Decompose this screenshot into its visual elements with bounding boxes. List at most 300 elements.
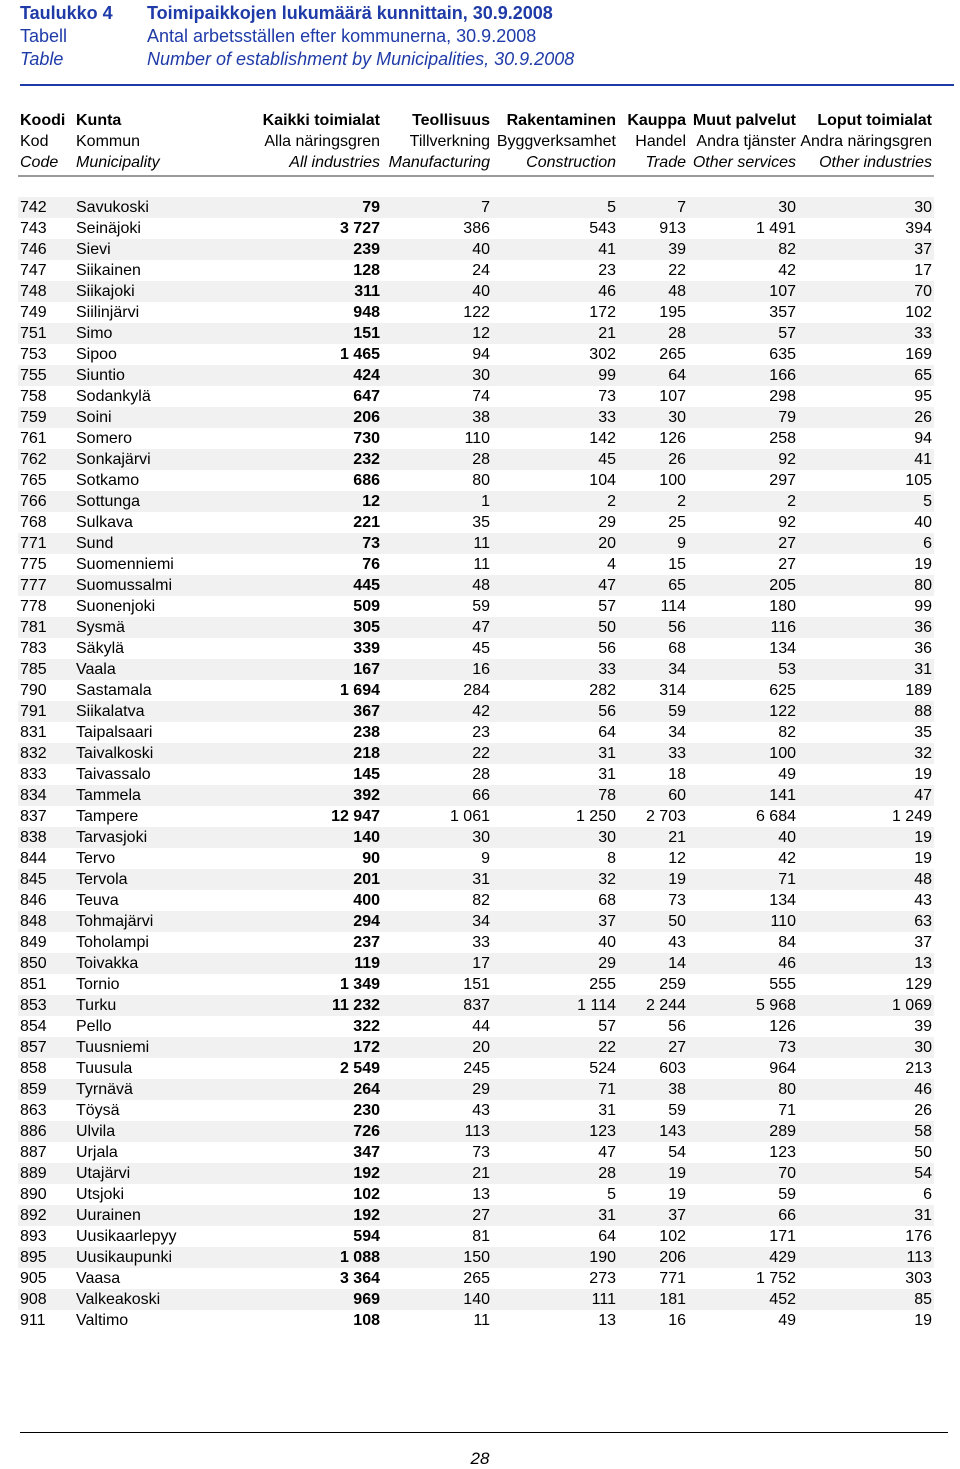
cell-all-industries: 392 xyxy=(254,785,382,806)
cell-construction: 28 xyxy=(492,1163,618,1184)
cell-code: 781 xyxy=(18,617,74,638)
cell-manufacturing: 21 xyxy=(382,1163,492,1184)
cell-other-services: 289 xyxy=(688,1121,798,1142)
cell-construction: 4 xyxy=(607,556,616,573)
cell-other-industries: 80 xyxy=(798,575,934,596)
cell-trade: 102 xyxy=(659,1228,686,1245)
cell-trade: 114 xyxy=(660,598,686,615)
table-row xyxy=(18,1100,934,1121)
cell-other-industries: 129 xyxy=(905,976,932,993)
cell-other-services: 27 xyxy=(778,556,796,573)
cell-other-services: 71 xyxy=(688,869,798,890)
cell-all-industries: 322 xyxy=(353,1018,380,1035)
cell-all-industries: 79 xyxy=(254,197,382,218)
col-code-sv: Kod xyxy=(20,133,49,150)
cell-other-services: 116 xyxy=(688,617,798,638)
cell-construction: 31 xyxy=(492,743,618,764)
cell-code: 889 xyxy=(18,1163,74,1184)
cell-trade: 9 xyxy=(618,533,688,554)
cell-all-industries: 232 xyxy=(254,449,382,470)
title-en xyxy=(20,48,950,71)
table-row xyxy=(18,617,934,638)
table-row xyxy=(18,1142,934,1163)
cell-code: 859 xyxy=(18,1079,74,1100)
col-manufacturing-fi: Teollisuus xyxy=(412,112,490,129)
title-fi xyxy=(20,2,950,25)
cell-all-industries: 347 xyxy=(353,1144,380,1161)
cell-other-industries: 58 xyxy=(798,1121,934,1142)
cell-other-industries: 33 xyxy=(798,323,934,344)
title-en-text: Number of establishment by Municipalities, 30.9.2008 xyxy=(147,49,575,69)
table-row xyxy=(18,932,934,953)
cell-other-services: 73 xyxy=(688,1037,798,1058)
cell-construction: 71 xyxy=(492,1079,618,1100)
cell-construction: 40 xyxy=(598,934,616,951)
cell-other-industries: 6 xyxy=(923,1186,932,1203)
cell-manufacturing: 284 xyxy=(463,682,490,699)
cell-municipality: Sipoo xyxy=(76,346,117,363)
cell-trade: 27 xyxy=(618,1037,688,1058)
cell-construction: 13 xyxy=(598,1312,616,1329)
cell-construction: 32 xyxy=(492,869,618,890)
cell-other-services: 6 684 xyxy=(755,808,796,825)
cell-all-industries: 730 xyxy=(353,430,380,447)
cell-municipality: Sastamala xyxy=(76,682,152,699)
cell-all-industries: 119 xyxy=(254,953,382,974)
col-municipality-sv: Kommun xyxy=(76,133,141,150)
cell-other-industries: 47 xyxy=(798,785,934,806)
cell-code: 853 xyxy=(18,995,74,1016)
cell-construction: 8 xyxy=(607,850,616,867)
col-trade-sv: Handel xyxy=(635,133,686,150)
cell-construction: 29 xyxy=(492,953,618,974)
table-row xyxy=(18,1184,934,1205)
cell-municipality: Taivassalo xyxy=(76,766,151,783)
cell-municipality: Sotkamo xyxy=(76,472,140,489)
cell-other-services: 205 xyxy=(688,575,798,596)
cell-manufacturing: 30 xyxy=(382,365,492,386)
cell-municipality: Soini xyxy=(74,407,254,428)
cell-construction: 1 250 xyxy=(575,808,616,825)
cell-all-industries: 726 xyxy=(254,1121,382,1142)
table-row xyxy=(18,218,934,239)
cell-all-industries: 167 xyxy=(254,659,382,680)
cell-other-services: 80 xyxy=(688,1079,798,1100)
cell-trade: 259 xyxy=(659,976,686,993)
table-row xyxy=(18,1205,934,1226)
cell-all-industries: 294 xyxy=(254,911,382,932)
cell-manufacturing: 80 xyxy=(472,472,490,489)
cell-other-services: 84 xyxy=(778,934,796,951)
cell-municipality: Turku xyxy=(74,995,254,1016)
cell-other-industries: 26 xyxy=(798,407,934,428)
cell-other-services: 82 xyxy=(688,239,798,260)
cell-municipality: Tampere xyxy=(76,808,139,825)
table-row xyxy=(18,323,934,344)
cell-construction: 99 xyxy=(492,365,618,386)
cell-municipality: Vaasa xyxy=(76,1270,121,1287)
cell-construction: 23 xyxy=(598,262,616,279)
cell-construction: 33 xyxy=(492,407,618,428)
cell-code: 831 xyxy=(20,724,47,741)
cell-construction: 5 xyxy=(492,197,618,218)
cell-construction: 190 xyxy=(492,1247,618,1268)
cell-manufacturing: 245 xyxy=(463,1060,490,1077)
cell-other-industries: 19 xyxy=(914,850,932,867)
cell-code: 761 xyxy=(20,430,47,447)
cell-trade: 65 xyxy=(618,575,688,596)
cell-other-industries: 105 xyxy=(905,472,932,489)
cell-manufacturing: 38 xyxy=(382,407,492,428)
cell-other-industries: 113 xyxy=(798,1247,934,1268)
cell-all-industries: 3 727 xyxy=(339,220,380,237)
cell-municipality: Tervo xyxy=(76,850,116,867)
cell-other-services: 126 xyxy=(769,1018,796,1035)
cell-construction: 68 xyxy=(598,892,616,909)
establishments-table xyxy=(18,110,934,1331)
cell-municipality: Tarvasjoki xyxy=(74,827,254,848)
table-row xyxy=(18,197,934,218)
cell-code: 758 xyxy=(20,388,47,405)
cell-trade: 25 xyxy=(668,514,686,531)
cell-manufacturing: 1 061 xyxy=(449,808,490,825)
cell-other-industries: 54 xyxy=(798,1163,934,1184)
cell-code: 778 xyxy=(20,598,47,615)
cell-trade: 913 xyxy=(659,220,686,237)
cell-trade: 19 xyxy=(668,1186,686,1203)
cell-other-industries: 39 xyxy=(914,1018,932,1035)
table-row xyxy=(18,995,934,1016)
cell-municipality: Somero xyxy=(76,430,133,447)
cell-all-industries: 140 xyxy=(254,827,382,848)
cell-manufacturing: 28 xyxy=(472,766,490,783)
table-row xyxy=(18,827,934,848)
cell-code: 893 xyxy=(20,1228,47,1245)
cell-other-services: 49 xyxy=(778,766,796,783)
cell-other-services: 258 xyxy=(769,430,796,447)
cell-manufacturing: 82 xyxy=(472,892,490,909)
cell-code: 777 xyxy=(18,575,74,596)
cell-trade: 56 xyxy=(668,1018,686,1035)
cell-construction: 47 xyxy=(492,575,618,596)
cell-trade: 33 xyxy=(618,743,688,764)
cell-trade: 100 xyxy=(659,472,686,489)
col-trade-en: Trade xyxy=(618,152,688,176)
cell-all-industries: 1 088 xyxy=(254,1247,382,1268)
cell-manufacturing: 386 xyxy=(463,220,490,237)
cell-municipality: Valkeakoski xyxy=(74,1289,254,1310)
cell-other-industries: 169 xyxy=(905,346,932,363)
cell-code: 771 xyxy=(18,533,74,554)
cell-manufacturing: 151 xyxy=(463,976,490,993)
cell-other-industries: 36 xyxy=(798,617,934,638)
cell-all-industries: 1 694 xyxy=(339,682,380,699)
cell-other-services: 171 xyxy=(769,1228,796,1245)
cell-municipality: Siuntio xyxy=(74,365,254,386)
col-all-sv: Alla näringsgren xyxy=(264,133,380,150)
cell-construction: 543 xyxy=(589,220,616,237)
cell-code: 857 xyxy=(18,1037,74,1058)
table-row xyxy=(18,659,934,680)
cell-other-services: 555 xyxy=(769,976,796,993)
cell-other-services: 2 xyxy=(688,491,798,512)
cell-manufacturing: 110 xyxy=(464,430,490,447)
cell-code: 833 xyxy=(20,766,47,783)
cell-all-industries: 305 xyxy=(254,617,382,638)
table-row xyxy=(18,764,934,785)
cell-municipality: Siilinjärvi xyxy=(76,304,140,321)
cell-other-services: 1 491 xyxy=(755,220,796,237)
cell-construction: 30 xyxy=(492,827,618,848)
cell-other-services: 30 xyxy=(688,197,798,218)
cell-other-industries: 189 xyxy=(905,682,932,699)
cell-other-industries: 26 xyxy=(914,1102,932,1119)
cell-manufacturing: 13 xyxy=(472,1186,490,1203)
table-header xyxy=(18,110,934,176)
cell-all-industries: 445 xyxy=(254,575,382,596)
cell-other-industries: 1 069 xyxy=(798,995,934,1016)
cell-other-industries: 43 xyxy=(914,892,932,909)
cell-all-industries: 102 xyxy=(353,1186,380,1203)
cell-other-industries: 1 249 xyxy=(891,808,932,825)
table-row xyxy=(18,680,934,701)
cell-manufacturing: 11 xyxy=(473,1312,490,1329)
page-number: 28 xyxy=(470,1449,490,1468)
cell-all-industries: 76 xyxy=(362,556,380,573)
cell-municipality: Valtimo xyxy=(76,1312,129,1329)
col-construction-fi: Rakentaminen xyxy=(506,112,616,129)
table-row xyxy=(18,848,934,869)
cell-other-industries: 37 xyxy=(798,239,934,260)
col-all-fi: Kaikki toimialat xyxy=(262,112,380,129)
cell-other-industries: 46 xyxy=(798,1079,934,1100)
cell-construction: 123 xyxy=(492,1121,618,1142)
cell-construction: 524 xyxy=(589,1060,616,1077)
cell-construction: 50 xyxy=(492,617,618,638)
cell-municipality: Tammela xyxy=(74,785,254,806)
cell-construction: 21 xyxy=(492,323,618,344)
cell-other-services: 429 xyxy=(688,1247,798,1268)
cell-other-services: 53 xyxy=(688,659,798,680)
cell-code: 759 xyxy=(18,407,74,428)
cell-code: 768 xyxy=(20,514,47,531)
cell-code: 892 xyxy=(18,1205,74,1226)
cell-other-industries: 19 xyxy=(914,1312,932,1329)
cell-manufacturing: 7 xyxy=(382,197,492,218)
cell-manufacturing: 22 xyxy=(382,743,492,764)
table-row xyxy=(18,743,934,764)
table-row xyxy=(18,1121,934,1142)
table-row xyxy=(18,1268,934,1289)
cell-construction: 46 xyxy=(492,281,618,302)
table-row xyxy=(18,512,934,533)
cell-all-industries: 509 xyxy=(353,598,380,615)
cell-trade: 143 xyxy=(618,1121,688,1142)
cell-trade: 19 xyxy=(618,869,688,890)
table-row xyxy=(18,491,934,512)
cell-code: 848 xyxy=(18,911,74,932)
cell-trade: 68 xyxy=(668,640,686,657)
cell-municipality: Simo xyxy=(74,323,254,344)
col-all-en: All industries xyxy=(254,152,382,176)
table-row xyxy=(18,638,934,659)
cell-other-services: 59 xyxy=(778,1186,796,1203)
cell-manufacturing: 44 xyxy=(472,1018,490,1035)
cell-construction: 302 xyxy=(589,346,616,363)
cell-construction: 33 xyxy=(492,659,618,680)
cell-trade: 37 xyxy=(618,1205,688,1226)
cell-code: 747 xyxy=(20,262,47,279)
cell-manufacturing: 42 xyxy=(382,701,492,722)
cell-code: 790 xyxy=(20,682,47,699)
cell-trade: 126 xyxy=(659,430,686,447)
table-row xyxy=(18,365,934,386)
cell-manufacturing: 28 xyxy=(382,449,492,470)
table-row xyxy=(18,911,934,932)
cell-trade: 50 xyxy=(618,911,688,932)
title-sv-label: Tabell xyxy=(20,26,68,46)
cell-manufacturing: 35 xyxy=(472,514,490,531)
cell-other-industries: 31 xyxy=(798,1205,934,1226)
cell-construction: 31 xyxy=(492,1205,618,1226)
cell-trade: 48 xyxy=(618,281,688,302)
cell-other-industries: 213 xyxy=(905,1060,932,1077)
cell-trade: 771 xyxy=(659,1270,686,1287)
cell-municipality: Utsjoki xyxy=(76,1186,125,1203)
cell-manufacturing: 12 xyxy=(382,323,492,344)
table-row xyxy=(18,974,934,995)
table-row xyxy=(18,1226,934,1247)
table-row xyxy=(18,239,934,260)
cell-other-industries: 95 xyxy=(914,388,932,405)
cell-other-industries: 176 xyxy=(905,1228,932,1245)
table-row xyxy=(18,533,934,554)
table-row xyxy=(18,785,934,806)
col-services-fi: Muut palvelut xyxy=(692,112,796,129)
table-row xyxy=(18,1058,934,1079)
cell-trade: 60 xyxy=(618,785,688,806)
cell-municipality: Sulkava xyxy=(76,514,133,531)
table-body xyxy=(18,197,934,1331)
cell-manufacturing: 265 xyxy=(463,1270,490,1287)
cell-other-industries: 94 xyxy=(914,430,932,447)
cell-construction: 64 xyxy=(598,724,616,741)
table-row xyxy=(18,722,934,743)
cell-other-services: 180 xyxy=(769,598,796,615)
cell-trade: 195 xyxy=(659,304,686,321)
cell-manufacturing: 122 xyxy=(463,304,490,321)
cell-all-industries: 400 xyxy=(353,892,380,909)
cell-code: 911 xyxy=(20,1312,46,1329)
cell-construction: 57 xyxy=(598,1018,616,1035)
col-manufacturing-sv: Tillverkning xyxy=(409,133,490,150)
cell-other-services: 42 xyxy=(778,850,796,867)
cell-manufacturing: 66 xyxy=(382,785,492,806)
cell-other-services: 1 752 xyxy=(755,1270,796,1287)
cell-manufacturing: 837 xyxy=(382,995,492,1016)
cell-code: 895 xyxy=(18,1247,74,1268)
cell-other-industries: 17 xyxy=(914,262,932,279)
cell-municipality: Suomenniemi xyxy=(76,556,174,573)
cell-other-industries: 30 xyxy=(798,197,934,218)
cell-other-industries: 63 xyxy=(798,911,934,932)
cell-all-industries: 206 xyxy=(254,407,382,428)
cell-all-industries: 192 xyxy=(254,1163,382,1184)
cell-trade: 2 244 xyxy=(618,995,688,1016)
cell-code: 886 xyxy=(18,1121,74,1142)
cell-manufacturing: 45 xyxy=(472,640,490,657)
cell-other-services: 42 xyxy=(778,262,796,279)
cell-other-industries: 13 xyxy=(798,953,934,974)
cell-construction: 282 xyxy=(589,682,616,699)
cell-other-services: 79 xyxy=(688,407,798,428)
cell-code: 849 xyxy=(20,934,47,951)
cell-municipality: Uusikaupunki xyxy=(74,1247,254,1268)
cell-municipality: Teuva xyxy=(76,892,119,909)
title-fi-text: Toimipaikkojen lukumäärä kunnittain, 30.9.2008 xyxy=(147,3,553,23)
cell-trade: 34 xyxy=(618,659,688,680)
table-row xyxy=(18,1079,934,1100)
cell-municipality: Tohmajärvi xyxy=(74,911,254,932)
cell-trade: 21 xyxy=(618,827,688,848)
cell-manufacturing: 59 xyxy=(472,598,490,615)
cell-municipality: Taivalkoski xyxy=(74,743,254,764)
cell-trade: 2 xyxy=(618,491,688,512)
cell-all-industries: 238 xyxy=(353,724,380,741)
cell-municipality: Tyrnävä xyxy=(74,1079,254,1100)
cell-all-industries: 12 947 xyxy=(331,808,380,825)
cell-manufacturing: 29 xyxy=(382,1079,492,1100)
cell-all-industries: 192 xyxy=(254,1205,382,1226)
table-row xyxy=(18,890,934,911)
table-row xyxy=(18,1310,934,1331)
cell-trade: 2 703 xyxy=(645,808,686,825)
cell-construction: 29 xyxy=(598,514,616,531)
cell-all-industries: 12 xyxy=(254,491,382,512)
cell-all-industries: 239 xyxy=(254,239,382,260)
cell-municipality: Uusikaarlepyy xyxy=(76,1228,177,1245)
cell-manufacturing: 16 xyxy=(382,659,492,680)
cell-other-industries: 303 xyxy=(905,1270,932,1287)
cell-municipality: Tornio xyxy=(76,976,120,993)
cell-trade: 22 xyxy=(668,262,686,279)
cell-municipality: Savukoski xyxy=(74,197,254,218)
cell-construction: 41 xyxy=(492,239,618,260)
col-services-en: Other services xyxy=(688,152,798,176)
col-code-fi: Koodi xyxy=(20,112,66,129)
col-other-en: Other industries xyxy=(798,152,934,176)
cell-code: 785 xyxy=(18,659,74,680)
cell-other-industries: 102 xyxy=(905,304,932,321)
table-row xyxy=(18,260,934,281)
cell-manufacturing: 47 xyxy=(382,617,492,638)
cell-construction: 64 xyxy=(598,1228,616,1245)
cell-manufacturing: 20 xyxy=(382,1037,492,1058)
cell-code: 850 xyxy=(18,953,74,974)
cell-municipality: Ulvila xyxy=(74,1121,254,1142)
cell-trade: 34 xyxy=(668,724,686,741)
cell-all-industries: 201 xyxy=(254,869,382,890)
col-services-sv: Andra tjänster xyxy=(696,133,796,150)
cell-all-industries: 594 xyxy=(353,1228,380,1245)
table-row xyxy=(18,428,934,449)
cell-code: 863 xyxy=(20,1102,47,1119)
cell-construction: 172 xyxy=(589,304,616,321)
cell-municipality: Urjala xyxy=(76,1144,118,1161)
table-row xyxy=(18,1037,934,1058)
cell-code: 838 xyxy=(18,827,74,848)
cell-all-industries: 311 xyxy=(254,281,382,302)
